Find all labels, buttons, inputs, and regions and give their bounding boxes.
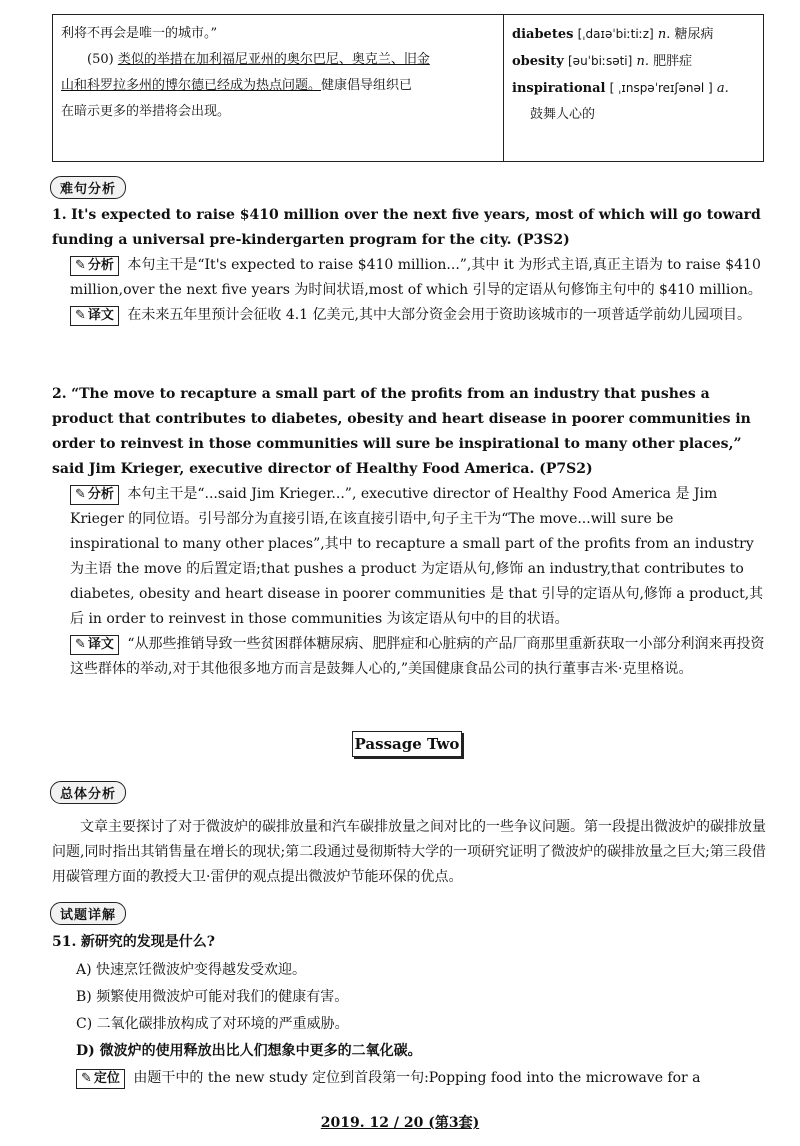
translation-text: 在未来五年里预计会征收 4.1 亿美元,其中大部分资金会用于资助该城市的一项普适学前幼儿园项目。 — [127, 307, 751, 323]
question-1-analysis — [52, 253, 766, 303]
question-text: 新研究的发现是什么? — [80, 934, 216, 950]
locate-label: 定位 — [93, 1071, 120, 1086]
translation-label: 译文 — [87, 308, 114, 323]
analysis-tag — [70, 485, 119, 505]
question-number: 1. — [52, 207, 67, 223]
page-footer — [0, 1112, 800, 1132]
question-number: 51. — [52, 934, 77, 950]
translation-text: “从那些推销导致一些贫困群体糖尿病、肥胖症和心脏病的产品厂商那里重新获取一小部分利润来再投资这些群体的举动,对于其他很多地方而言是鼓舞人心的,”美国健康食品公司的执行董事吉米·克里格说。 — [70, 636, 765, 677]
section-badge-hard-sentences: 难句分析 — [50, 176, 126, 199]
translation-tag — [70, 306, 119, 326]
translation-rest: 健康倡导组织已 — [321, 78, 413, 93]
vocab-pos: n. — [636, 54, 649, 69]
analysis-text: 本句主干是“...said Jim Krieger...”, executive director of Healthy Food America 是 Jim Krieger 的同位语。引号部分为直接引语,在该直接引语中,句子主干为“The move...will sure be inspirational to many other places”,其中 to recapture a small part of the profits from an industry 为主语 the move 的后置定语;that pushes a product 为定语从句,修饰 an industry,that contributes to diabetes, obesity and heart disease in poorer communities 是 that 引导的定语从句,修饰 a product,其后 in order to reinvest in those communities 为该定语从句中的目的状语。 — [70, 486, 764, 627]
option-label: D) — [76, 1043, 95, 1059]
question-2-sentence — [52, 382, 766, 482]
sentence-number: (50) — [87, 52, 114, 67]
translation-line-2 — [61, 47, 495, 73]
vocab-ipa: [ ˌɪnspəˈreɪʃənəl ] — [609, 81, 713, 95]
option-label: A) — [76, 962, 92, 978]
vocab-item-obesity — [512, 48, 755, 75]
passage-title: Passage Two — [352, 731, 462, 757]
analysis-label: 分析 — [87, 258, 114, 273]
option-text: 快速烹饪微波炉变得越发受欢迎。 — [96, 962, 307, 978]
pen-icon: ✎ — [81, 1071, 92, 1086]
question-51-options — [76, 957, 766, 1092]
option-label: C) — [76, 1016, 93, 1032]
vocab-meaning: 肥胖症 — [653, 54, 693, 69]
vocab-word: inspirational — [512, 81, 606, 96]
question-1-translation — [52, 303, 766, 328]
question-51-stem — [52, 930, 766, 955]
vocab-ipa: [ˌdaɪəˈbiːtiːz] — [577, 27, 654, 41]
vocab-pos: a. — [716, 81, 729, 96]
question-2-translation — [52, 632, 766, 682]
translation-line-1: 利将不再会是唯一的城市。” — [61, 26, 218, 41]
vocab-word: diabetes — [512, 27, 574, 42]
question-1-sentence — [52, 203, 766, 253]
underlined-translation-1: 类似的举措在加利福尼亚州的奥尔巴尼、奥克兰、旧金 — [117, 52, 430, 67]
option-text: 微波炉的使用释放出比人们想象中更多的二氧化碳。 — [99, 1043, 422, 1059]
locate-tag — [76, 1069, 125, 1089]
section-badge-detail: 试题详解 — [50, 902, 126, 925]
question-51-locate — [76, 1065, 766, 1092]
option-text: 二氧化碳排放构成了对环境的严重威胁。 — [96, 1016, 349, 1032]
option-d — [76, 1038, 766, 1065]
vocab-item-inspirational — [512, 75, 755, 102]
question-2-block — [52, 382, 766, 682]
footer-text: 2019. 12 / 20 (第3套) — [320, 1115, 480, 1131]
vocab-meaning: 糖尿病 — [674, 27, 714, 42]
question-number: 2. — [52, 386, 67, 402]
translation-line-3 — [61, 73, 495, 99]
vocab-ipa: [əuˈbiːsəti] — [568, 54, 633, 68]
option-text: 频繁使用微波炉可能对我们的健康有害。 — [96, 989, 349, 1005]
underlined-translation-2: 山和科罗拉多州的博尔德已经成为热点问题。 — [61, 78, 322, 93]
analysis-text: 本句主干是“It's expected to raise $410 million...”,其中 it 为形式主语,真正主语为 to raise $410 million,over the next five years 为时间状语,most of which 引导的定语从句修饰主句中的 $410 million。 — [70, 257, 762, 298]
option-a — [76, 957, 766, 984]
section-badge-overall: 总体分析 — [50, 781, 126, 804]
vocab-meaning: 鼓舞人心的 — [530, 107, 596, 122]
vocab-pos: n. — [657, 27, 671, 42]
option-b — [76, 984, 766, 1011]
translation-tag — [70, 635, 119, 655]
pen-icon: ✎ — [75, 308, 86, 323]
option-c — [76, 1011, 766, 1038]
vocab-cell — [504, 15, 763, 161]
option-label: B) — [76, 989, 92, 1005]
question-2-analysis — [52, 482, 766, 632]
question-1-block — [52, 203, 766, 328]
pen-icon: ✎ — [75, 637, 86, 652]
vocab-item-diabetes — [512, 21, 755, 48]
locate-text: 由题干中的 the new study 定位到首段第一句:Popping food into the microwave for a — [133, 1070, 701, 1086]
vocab-meaning-line — [512, 102, 755, 128]
translation-cell — [53, 15, 504, 161]
english-sentence: “The move to recapture a small part of the profits from an industry that pushes a product that contributes to diabetes, obesity and heart disease in poorer communities in order to reinvest in those communities will sure be inspirational to many other places,” said Jim Krieger, executive director of Healthy Food America. (P7S2) — [52, 386, 751, 477]
analysis-label: 分析 — [87, 487, 114, 502]
vocab-word: obesity — [512, 54, 564, 69]
translation-label: 译文 — [87, 637, 114, 652]
pen-icon: ✎ — [75, 258, 86, 273]
translation-line-4: 在暗示更多的举措将会出现。 — [61, 104, 231, 119]
english-sentence: It's expected to raise $410 million over the next five years, most of which will go toward funding a universal pre-kindergarten program for the city. (P3S2) — [52, 207, 761, 248]
analysis-tag — [70, 256, 119, 276]
pen-icon: ✎ — [75, 487, 86, 502]
translation-vocab-box — [52, 14, 764, 162]
overall-analysis-text: 文章主要探讨了对于微波炉的碳排放量和汽车碳排放量之间对比的一些争议问题。第一段提出微波炉的碳排放量问题,同时指出其销售量在增长的现状;第二段通过曼彻斯特大学的一项研究证明了微波炉的碳排放量之巨大;第三段借用碳管理方面的教授大卫·雷伊的观点提出微波炉节能环保的优点。 — [52, 819, 766, 885]
